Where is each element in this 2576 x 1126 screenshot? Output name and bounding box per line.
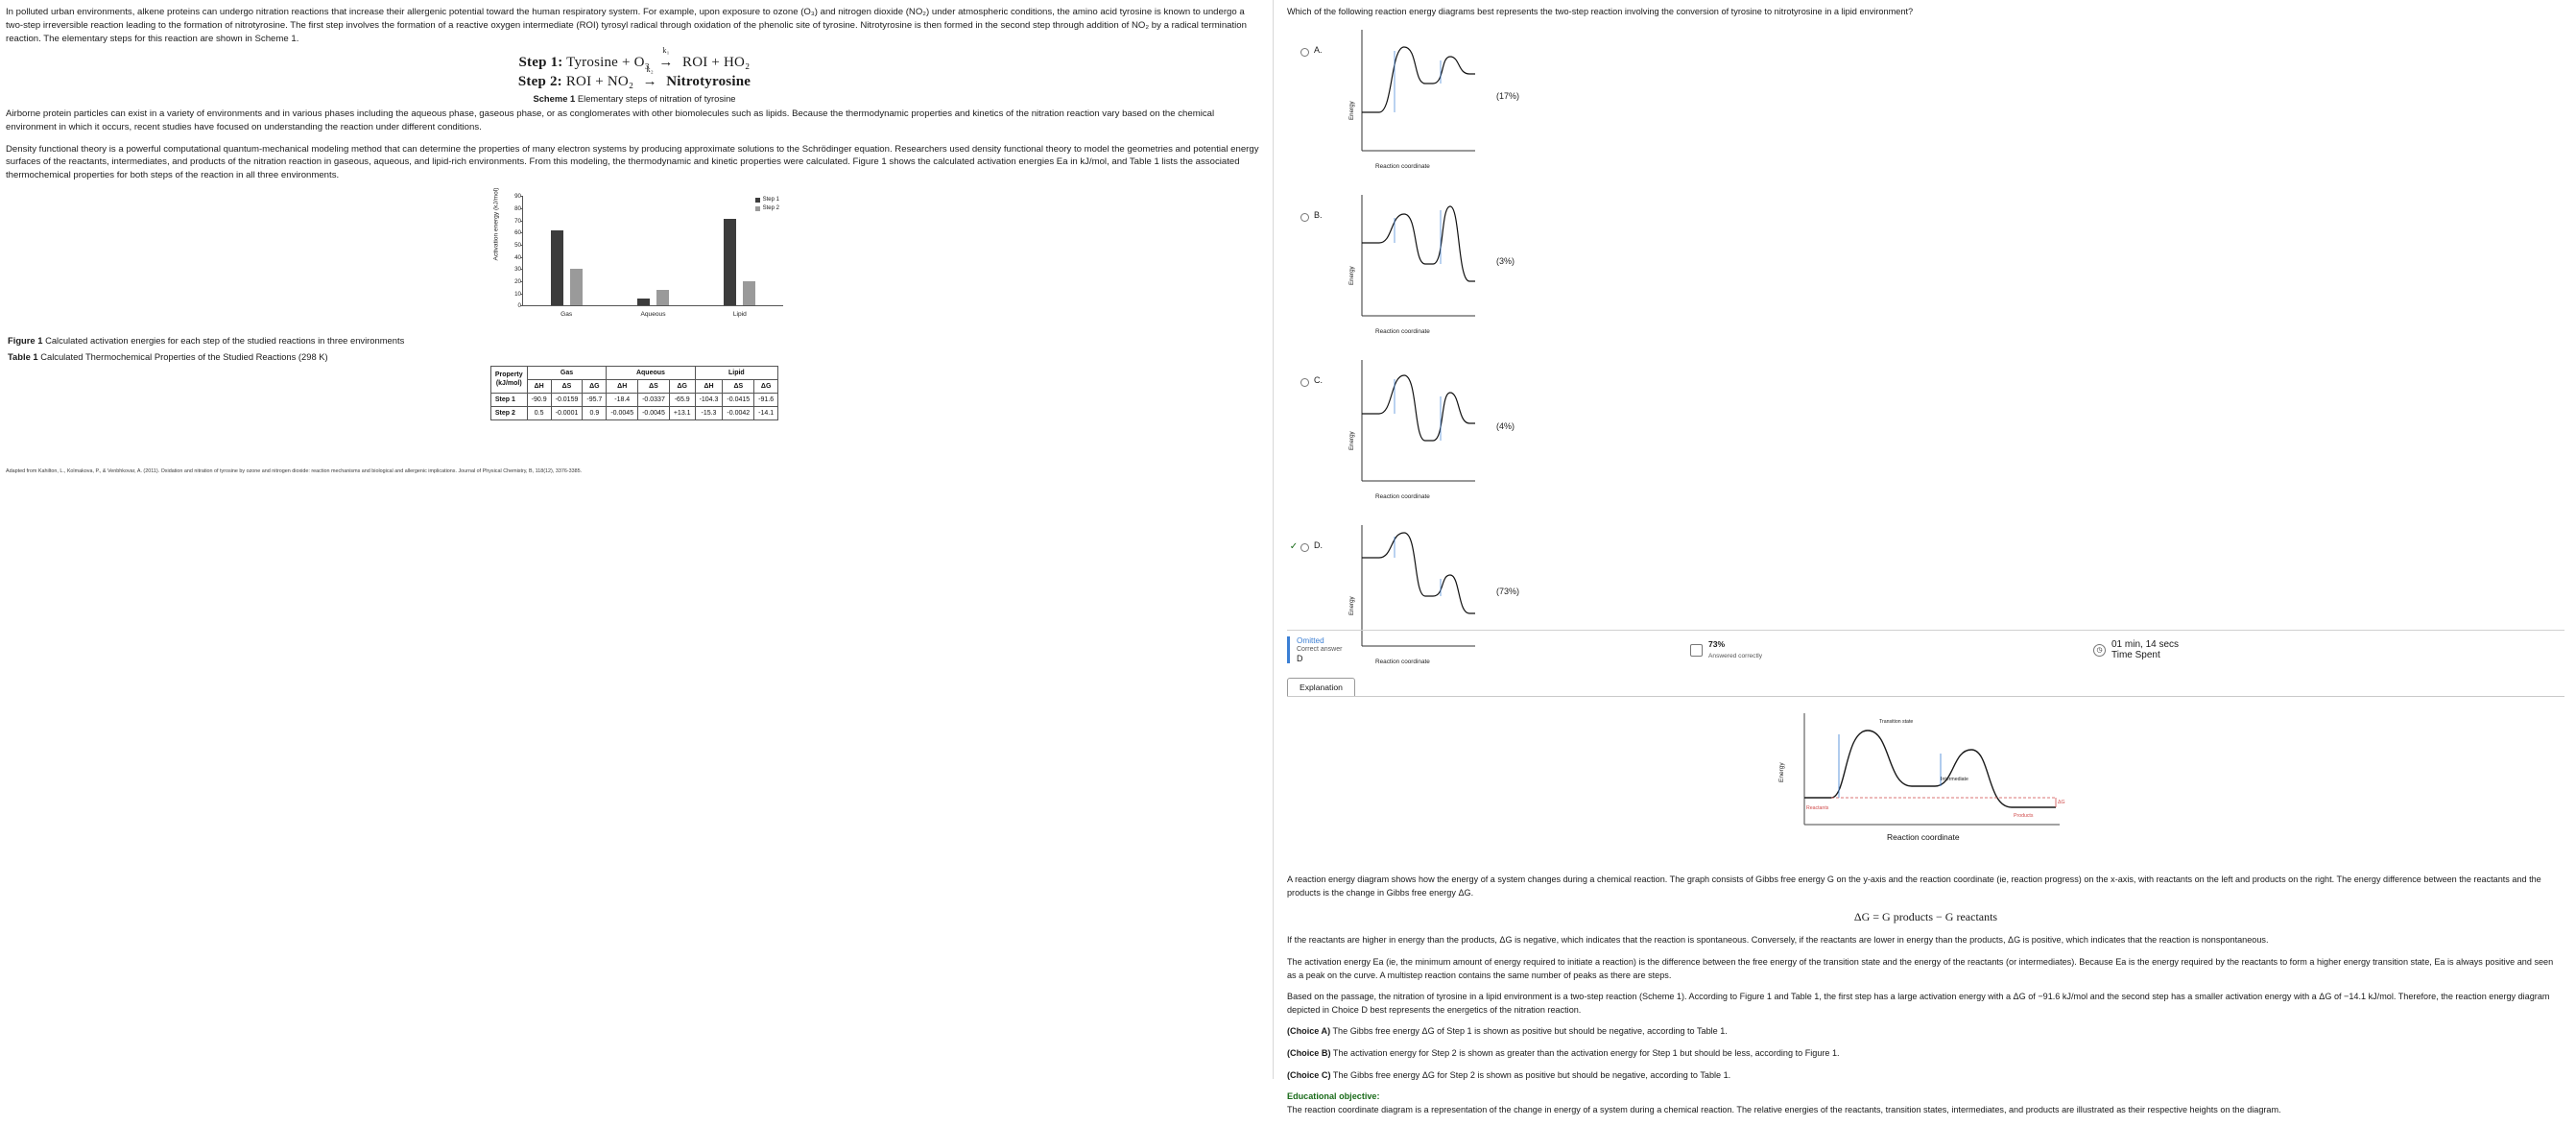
passage-paragraph-3: Density functional theory is a powerful computational quantum-mechanical modeling method that can determine the properties of many electron systems by producing approximate solutions to the Schrödinger equation. Researchers used density functional theory to model the geometries and potential energy surfaces of the reactants, intermediates, and products of the nitration reaction in gaseous, aqueous, and lipid-rich environments. From this modeling, the thermodynamic and kinetic properties were calculated. Figure 1 shows the calculated activation energies Ea in kJ/mol, and Table 1 lists the associated thermochemical properties for both steps of the reaction in all three environments. (6, 143, 1259, 181)
table-cell: -65.9 (669, 394, 695, 407)
svg-text:Reaction coordinate: Reaction coordinate (1375, 659, 1430, 665)
choice-energy-diagram (1341, 189, 1485, 347)
scheme-step2-arrow: k₂ → (637, 74, 662, 90)
table-sub-gas-ds: ΔS (551, 380, 583, 394)
chart-y-tick: 90 (514, 193, 521, 201)
table-cell: -14.1 (754, 407, 778, 420)
percent-correct-block (1690, 639, 2093, 660)
thermochemical-table (490, 366, 778, 420)
scheme-step2-label: Step 2: (517, 73, 562, 89)
table-cell: -15.3 (695, 407, 723, 420)
choice-energy-diagram (1341, 24, 1485, 182)
svg-text:ΔG: ΔG (2057, 800, 2065, 805)
table-header-subs (490, 380, 777, 394)
chart-y-tick: 60 (514, 229, 521, 237)
table-1-caption (8, 351, 1263, 362)
reaction-energy-diagram-svg (1772, 706, 2079, 850)
chart-y-tick: 40 (514, 253, 521, 261)
table-cell: +13.1 (669, 407, 695, 420)
scheme-step1-right: ROI + HO₂ (681, 54, 751, 70)
explanation-paragraph-2: If the reactants are higher in energy than the products, ΔG is negative, which indicates that the reaction is spontaneous. Conversely, if the reactants are lower in energy than the products, ΔG is positive, which indicates that the reaction is nonspontaneous. (1287, 935, 2269, 946)
legend-item-step1 (755, 196, 779, 204)
legend-item-step2 (755, 204, 779, 213)
choice-letter: D. (1314, 540, 1323, 550)
table-cell: -0.0042 (723, 407, 754, 420)
chart-y-tick: 20 (514, 277, 521, 285)
scheme-caption (6, 93, 1263, 104)
table-cell: -0.0045 (638, 407, 670, 420)
correct-check-icon (1287, 354, 1300, 376)
scheme-caption-text: Elementary steps of nitration of tyrosine (577, 92, 736, 104)
table-cell: -0.0001 (551, 407, 583, 420)
educational-objective-text: The reaction coordinate diagram is a representation of the change in energy of a system during a chemical reaction. The relative energies of the reactants, transition states, intermediates, and products are illustrated as their respective heights on the diagram. (1287, 1105, 2281, 1115)
table-property-header-line2: (kJ/mol) (495, 379, 522, 387)
table-cell: -104.3 (695, 394, 723, 407)
educational-objective-label: Educational objective: (1287, 1091, 1380, 1102)
answer-choice[interactable] (1287, 22, 2564, 187)
table-cell: -90.9 (527, 394, 551, 407)
choice-radio[interactable] (1300, 378, 1309, 387)
choice-note-c-label: (Choice C) (1287, 1069, 1331, 1080)
passage-paragraph-1: In polluted urban environments, alkene proteins can undergo nitration reactions that increase their allergenic potential toward the human respiratory system. For example, upon exposure to ozone (O₃) and nitrogen dioxide (NO₂) under atmospheric conditions, the amino acid tyrosine is known to undergo a two-step irreversible reaction leading to the formation of nitrotyrosine. The first step involves the formation of a reactive oxygen intermediate (ROI) tyrosyl radical through oxidation of the phenolic site of tyrosine. Nitrotyrosine is then formed in the second step through addition of NO₂ by a radical termination reaction. The elementary steps for this reaction are shown in Scheme 1. (6, 7, 1247, 44)
explanation-divider (1287, 696, 2564, 697)
table-sub-lip-ds: ΔS (723, 380, 754, 394)
scheme-step1-left: Tyrosine + O₃ (566, 54, 651, 70)
choice-percent: (4%) (1496, 421, 1515, 431)
scheme-step1-rate-constant: k₁ (662, 45, 670, 55)
table-sub-aq-ds: ΔS (638, 380, 670, 394)
table-row-label: Step 1 (490, 394, 527, 407)
table-group-aqueous: Aqueous (607, 367, 695, 380)
scheme-step2-right: Nitrotyrosine (666, 73, 751, 89)
choice-note-a-label: (Choice A) (1287, 1026, 1331, 1037)
source-credit: Adapted from Kahilton, L., Kolmakova, P., & Venbhkovar, A. (2011). Oxidation and nitration of tyrosine by ozone and nitrogen dioxide: reaction mechanisms and biological and allergenic implications. Journal of Physical Chemistry, B, 118(12), 3376-3385. (6, 468, 583, 474)
choice-letter: A. (1314, 45, 1323, 55)
activation-energy-chart (492, 187, 783, 322)
explanation-body (1287, 874, 2564, 1126)
svg-text:Energy: Energy (1348, 266, 1355, 285)
chart-bar (656, 290, 669, 305)
choice-note-a-text: The Gibbs free energy ΔG of Step 1 is shown as positive but should be negative, according to Table 1. (1330, 1026, 1728, 1037)
chart-bar (637, 299, 650, 306)
time-spent-label: Time Spent (2111, 650, 2160, 660)
question-stem: Which of the following reaction energy diagrams best represents the two-step reaction involving the conversion of tyrosine to nitrotyrosine in a lipid environment? (1287, 7, 1914, 16)
svg-text:Transition state: Transition state (1878, 719, 1913, 725)
table-row (490, 407, 777, 420)
figure-1-caption-text: Calculated activation energies for each step of the studied reactions in three environments (45, 335, 405, 347)
explanation-paragraph-1: A reaction energy diagram shows how the energy of a system changes during a chemical reaction. The graph consists of Gibbs free energy G on the y-axis and the reaction coordinate (ie, reaction progress) on the x-axis, with reactants on the left and products on the right. The energy difference between the reactants and the products is the change in Gibbs free energy ΔG. (1287, 874, 2541, 898)
svg-text:Reaction coordinate: Reaction coordinate (1375, 163, 1430, 170)
table-sub-aq-dh: ΔH (607, 380, 638, 394)
choice-note-a (1287, 1025, 2564, 1039)
scheme-caption-label: Scheme 1 (533, 92, 576, 104)
table-sub-gas-dh: ΔH (527, 380, 551, 394)
choice-radio[interactable] (1300, 543, 1309, 552)
time-spent-value: 01 min, 14 secs (2111, 639, 2180, 650)
correct-answer-block (1287, 636, 1690, 663)
chart-y-tick: 0 (517, 302, 521, 310)
scheme-step1-arrow: k₁ → (654, 55, 679, 71)
choice-note-b-label: (Choice B) (1287, 1048, 1331, 1059)
table-group-gas: Gas (527, 367, 607, 380)
svg-text:Energy: Energy (1777, 762, 1785, 782)
legend-label-step1: Step 1 (762, 197, 779, 204)
chart-bar (570, 269, 583, 305)
svg-text:Reaction coordinate: Reaction coordinate (1886, 832, 1960, 842)
table-cell: 0.5 (527, 407, 551, 420)
passage-panel (0, 0, 1274, 1079)
svg-text:Reactants: Reactants (1805, 805, 1828, 811)
svg-text:Intermediate: Intermediate (1940, 777, 1968, 782)
omitted-label: Omitted (1297, 636, 1324, 645)
chart-y-tick: 10 (514, 290, 521, 298)
chart-y-axis-label: Activation energy (kJ/mol) (492, 187, 500, 261)
table-cell: 0.9 (583, 407, 607, 420)
tab-explanation[interactable]: Explanation (1287, 678, 1355, 697)
correct-answer-label: Correct answer (1297, 646, 1343, 653)
percent-correct-value: 73% (1708, 639, 1726, 649)
choice-percent: (3%) (1496, 256, 1515, 266)
chart-bar-group (609, 196, 696, 319)
scheme-step2-rate-constant: k₂ (646, 64, 654, 74)
chart-plot-area (514, 193, 783, 319)
choice-note-c (1287, 1069, 2564, 1083)
question-panel (1274, 0, 2576, 1115)
passage-paragraph-2: Airborne protein particles can exist in a variety of environments and in various phases including the aqueous phase, gaseous phase, or as conglomerates with other biomolecules such as lipids. Because the thermodynamic properties and kinetics of the nitration reaction vary based on the chemical environment in which it occurs, recent studies have focused on understanding the reaction under different conditions. (6, 108, 1215, 132)
table-row-label: Step 2 (490, 407, 527, 420)
chart-bar (724, 219, 736, 305)
choice-percent: (73%) (1496, 587, 1520, 596)
choice-diagram-svg (1341, 354, 1485, 513)
svg-text:Reaction coordinate: Reaction coordinate (1375, 328, 1430, 335)
choice-radio[interactable] (1300, 213, 1309, 222)
table-cell: -0.0415 (723, 394, 754, 407)
scheme-1 (6, 45, 1263, 104)
clock-icon: ◷ (2093, 644, 2106, 657)
explanation-equation: ΔG = G products − G reactants (1853, 910, 1998, 924)
svg-text:Energy: Energy (1348, 596, 1355, 615)
choice-percent: (17%) (1496, 91, 1520, 101)
chart-y-tick: 50 (514, 241, 521, 249)
answer-summary-bar (1287, 630, 2564, 671)
correct-check-icon (1287, 24, 1300, 46)
table-cell: -91.6 (754, 394, 778, 407)
chart-x-tick: Gas (561, 311, 573, 319)
choice-letter: C. (1314, 375, 1323, 385)
table-cell: -0.0159 (551, 394, 583, 407)
answer-choice[interactable] (1287, 187, 2564, 352)
table-cell: -18.4 (607, 394, 638, 407)
table-1-label: Table 1 (8, 351, 38, 363)
explanation-paragraph-4: Based on the passage, the nitration of tyrosine in a lipid environment is a two-step reaction (Scheme 1). According to Figure 1 and Table 1, the first step has a large activation energy with a ΔG of −91.6 kJ/mol and the second step has a smaller activation energy with a ΔG of −14.1 kJ/mol. Therefore, the reaction energy diagram depicted in Choice D best represents the energetics of the nitration reaction. (1287, 992, 2550, 1015)
table-sub-lip-dg: ΔG (754, 380, 778, 394)
percent-correct-label: Answered correctly (1708, 653, 1763, 659)
scheme-step-1 (6, 45, 1263, 71)
svg-text:Products: Products (2013, 813, 2033, 819)
table-header-groups (490, 367, 777, 380)
correct-check-icon (1287, 189, 1300, 211)
explanation-paragraph-3: The activation energy Ea (ie, the minimum amount of energy required to initiate a reaction) is the difference between the free energy of the transition state and the energy of the reactants (or intermediates). Because Ea is the energy required by the reactants to form a higher energy transition state, Ea is always positive and seen as a peak on the curve. A multistep reaction contains the same number of peaks as there are steps. (1287, 956, 2554, 980)
choice-radio[interactable] (1300, 48, 1309, 57)
scheme-step-2 (6, 64, 1263, 90)
svg-text:Energy: Energy (1348, 431, 1355, 450)
choice-energy-diagram (1341, 354, 1485, 513)
chart-bar (743, 281, 755, 305)
answer-choice[interactable] (1287, 352, 2564, 517)
table-sub-aq-dg: ΔG (669, 380, 695, 394)
educational-objective (1287, 1090, 2564, 1116)
explanation-figure (1274, 706, 2576, 859)
chart-y-tick: 80 (514, 204, 521, 212)
correct-check-icon: ✓ (1289, 541, 1299, 552)
table-cell: -0.0337 (638, 394, 670, 407)
legend-label-step2: Step 2 (762, 205, 779, 212)
answer-choices[interactable] (1287, 22, 2564, 683)
table-cell: -0.0045 (607, 407, 638, 420)
table-1-caption-text: Calculated Thermochemical Properties of the Studied Reactions (298 K) (40, 351, 328, 363)
explanation-figure-inner (1772, 706, 2079, 859)
chart-legend (755, 196, 779, 213)
bar-chart-icon (1690, 644, 1703, 657)
choice-note-b (1287, 1047, 2564, 1061)
time-spent-block (2093, 639, 2179, 660)
chart-bar (551, 230, 563, 306)
choice-note-c-text: The Gibbs free energy ΔG for Step 2 is shown as positive but should be negative, according to Table 1. (1330, 1069, 1731, 1080)
figure-1-label: Figure 1 (8, 335, 43, 347)
svg-text:Energy: Energy (1348, 101, 1355, 120)
chart-x-tick: Aqueous (640, 311, 666, 319)
scheme-step1-label: Step 1: (518, 54, 563, 70)
chart-y-tick: 30 (514, 266, 521, 274)
table-sub-lip-dh: ΔH (695, 380, 723, 394)
figure-1 (6, 187, 1263, 322)
table-cell: -95.7 (583, 394, 607, 407)
table-sub-gas-dg: ΔG (583, 380, 607, 394)
table-property-header-line1: Property (494, 371, 523, 378)
table-property-header (490, 367, 527, 394)
chart-x-tick: Lipid (732, 311, 747, 319)
chart-y-tick: 70 (514, 217, 521, 225)
svg-text:Reaction coordinate: Reaction coordinate (1375, 493, 1430, 500)
choice-letter: B. (1314, 210, 1323, 220)
table-row (490, 394, 777, 407)
choice-note-b-text: The activation energy for Step 2 is shown as greater than the activation energy for Step 1 but should be less, according to Figure 1. (1330, 1048, 1840, 1059)
table-group-lipid: Lipid (695, 367, 778, 380)
chart-bar-group (523, 196, 609, 319)
table-1-wrapper (6, 366, 1263, 420)
scheme-step2-left: ROI + NO₂ (565, 73, 634, 89)
choice-diagram-svg (1341, 24, 1485, 182)
figure-1-caption (8, 335, 1263, 346)
correct-answer-value: D (1297, 654, 1303, 663)
choice-diagram-svg (1341, 189, 1485, 347)
